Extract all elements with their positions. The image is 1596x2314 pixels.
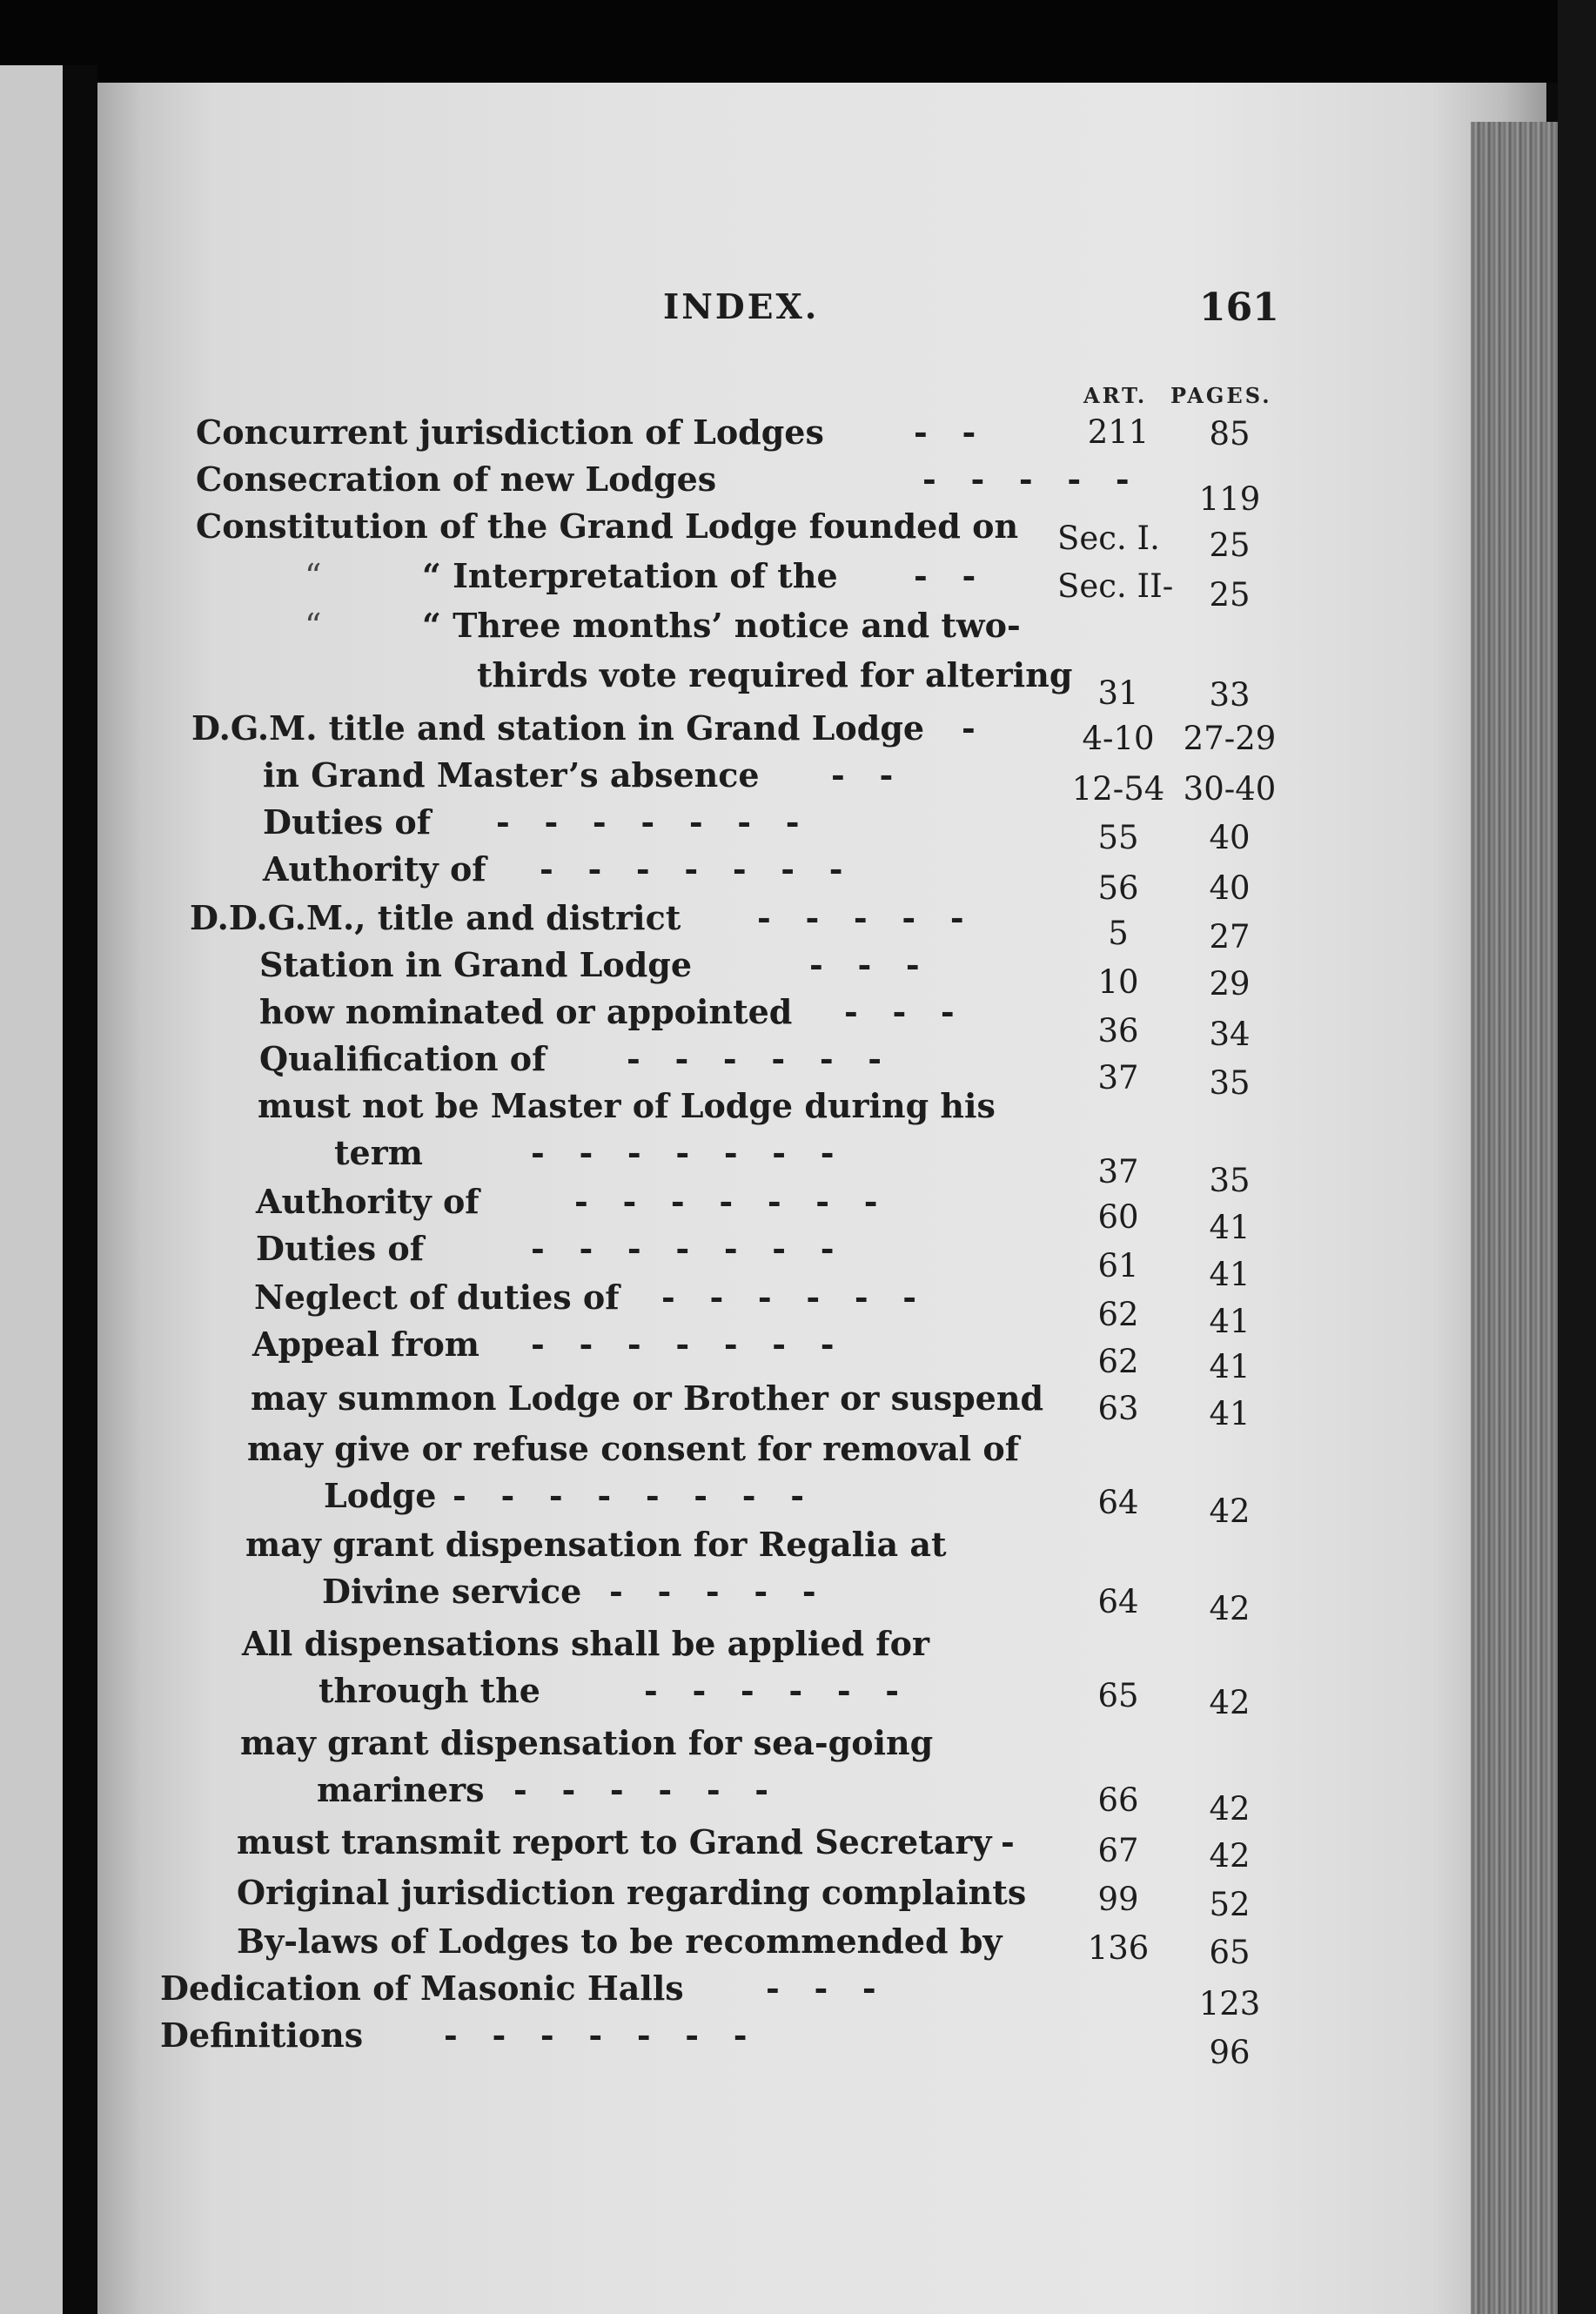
entry-text: By-laws of Lodges to be recommended by — [237, 1922, 1003, 1961]
article-number: Sec. I. — [1057, 520, 1160, 557]
scan-frame-top — [0, 0, 1596, 83]
facing-page-edge — [0, 65, 63, 2314]
leader-dashes: - - - - - - — [644, 1671, 900, 1710]
entry-text: in Grand Master’s absence — [263, 755, 760, 795]
page-reference: 41 — [1209, 1395, 1251, 1432]
entry-text: Authority of — [263, 849, 486, 889]
article-number: 10 — [1097, 963, 1139, 1001]
entry-text: must not be Master of Lodge during his — [258, 1086, 996, 1125]
article-number: 60 — [1097, 1198, 1139, 1236]
leader-dashes: - - — [831, 755, 894, 795]
leader-dashes: - - - - - — [922, 459, 1130, 499]
entry-text: Divine service — [322, 1572, 582, 1611]
page-reference: 85 — [1209, 415, 1251, 453]
article-number: 55 — [1097, 819, 1139, 856]
page-reference: 65 — [1209, 1934, 1251, 1971]
article-number: 67 — [1097, 1832, 1139, 1869]
entry-text: Consecration of new Lodges — [196, 459, 717, 499]
page-reference: 119 — [1198, 480, 1261, 518]
article-number: 61 — [1097, 1247, 1139, 1284]
leader-dashes: - - - - - - - — [531, 1133, 835, 1172]
leader-dashes: - - - — [766, 1969, 876, 2008]
article-number: 64 — [1097, 1484, 1139, 1521]
leader-dashes: - - - - - - — [513, 1770, 769, 1809]
page-reference: 33 — [1209, 676, 1251, 714]
entry-text: Duties of — [256, 1229, 425, 1268]
page-reference: 30-40 — [1183, 770, 1277, 808]
entry-text: Authority of — [256, 1182, 479, 1221]
leader-dashes: - - - - - - - — [540, 849, 843, 889]
article-number: 37 — [1097, 1059, 1139, 1097]
article-number: 62 — [1097, 1343, 1139, 1380]
entry-text: mariners — [317, 1770, 485, 1809]
entry-text: Dedication of Masonic Halls — [160, 1969, 684, 2008]
page-reference: 25 — [1209, 527, 1251, 564]
page-reference: 25 — [1209, 576, 1251, 614]
page-reference: 40 — [1209, 869, 1251, 907]
article-number: 99 — [1097, 1881, 1139, 1918]
page-reference: 42 — [1209, 1684, 1251, 1721]
leader-dashes: - - - - - - — [661, 1278, 917, 1317]
article-number: 136 — [1087, 1929, 1150, 1967]
leader-dashes: - - - — [844, 992, 955, 1031]
page-reference: 42 — [1209, 1837, 1251, 1875]
article-number: 65 — [1097, 1677, 1139, 1714]
entry-text: Lodge — [324, 1476, 437, 1515]
article-number: 5 — [1108, 915, 1129, 952]
page-reference: 27-29 — [1183, 720, 1277, 757]
page-reference: 42 — [1209, 1492, 1251, 1530]
entry-text: “ Interpretation of the — [422, 556, 838, 595]
leader-dashes: - - - - - - — [627, 1039, 882, 1078]
page-reference: 123 — [1198, 1985, 1261, 2022]
entry-text: Appeal from — [252, 1325, 480, 1364]
leader-dashes: - - — [914, 556, 976, 595]
entry-text: Duties of — [263, 802, 432, 842]
page-reference: 41 — [1209, 1303, 1251, 1340]
page-reference: 27 — [1209, 918, 1251, 956]
entry-text: may summon Lodge or Brother or suspend — [251, 1378, 1044, 1418]
page-reference: 41 — [1209, 1256, 1251, 1293]
column-heading-art: ART. — [1083, 383, 1148, 408]
entry-text: may give or refuse consent for removal of — [247, 1429, 1020, 1468]
entry-text: Concurrent jurisdiction of Lodges — [196, 412, 824, 452]
page-reference: 52 — [1209, 1886, 1251, 1923]
page-reference: 40 — [1209, 819, 1251, 856]
article-number: 37 — [1097, 1153, 1139, 1191]
article-number: 12-54 — [1071, 770, 1165, 808]
ditto-mark: “ — [305, 557, 322, 595]
entry-text: must transmit report to Grand Secretary — [237, 1822, 992, 1861]
leader-dashes: - — [962, 708, 976, 748]
page-reference: 29 — [1209, 965, 1251, 1003]
leader-dashes: - - - - - - - — [496, 802, 800, 842]
entry-text: Definitions — [160, 2016, 364, 2055]
entry-text: through the — [319, 1671, 540, 1710]
entry-text: may grant dispensation for Regalia at — [245, 1525, 947, 1564]
page-number: 161 — [1199, 285, 1279, 330]
leader-dashes: - - - - - - - — [444, 2016, 748, 2055]
entry-text: All dispensations shall be applied for — [242, 1624, 930, 1663]
article-number: 56 — [1097, 869, 1139, 907]
page-reference: 35 — [1209, 1064, 1251, 1102]
entry-text: Neglect of duties of — [254, 1278, 620, 1317]
leader-dashes: - - - - - — [609, 1572, 816, 1611]
article-number: 36 — [1097, 1012, 1139, 1050]
page-reference: 96 — [1209, 2034, 1251, 2071]
entry-text: term — [334, 1133, 423, 1172]
entry-text: Original jurisdiction regarding complaints — [237, 1873, 1027, 1912]
article-number: Sec. II- — [1057, 567, 1174, 605]
leader-dashes: - - — [914, 412, 976, 452]
entry-text: D.D.G.M., title and district — [190, 898, 681, 937]
article-number: 62 — [1097, 1296, 1139, 1333]
article-number: 66 — [1097, 1781, 1139, 1819]
book-gutter — [63, 65, 97, 2314]
article-number: 4-10 — [1082, 720, 1155, 757]
entry-text: Station in Grand Lodge — [259, 945, 693, 984]
ditto-mark: “ — [305, 607, 322, 645]
page-reference: 42 — [1209, 1590, 1251, 1627]
leader-dashes: - - - — [809, 945, 920, 984]
page-reference: 41 — [1209, 1209, 1251, 1246]
leader-dashes: - - - - - - - - — [453, 1476, 804, 1515]
page-reference: 34 — [1209, 1016, 1251, 1053]
column-heading-pages: PAGES. — [1170, 383, 1272, 408]
entry-text: D.G.M. title and station in Grand Lodge — [191, 708, 925, 748]
entry-text: may grant dispensation for sea-going — [240, 1723, 934, 1762]
article-number: 63 — [1097, 1390, 1139, 1427]
leader-dashes: - — [1001, 1822, 1015, 1861]
leader-dashes: - - - - - — [757, 898, 964, 937]
entry-text: “ Three months’ notice and two- — [422, 606, 1021, 645]
entry-text: Qualification of — [259, 1039, 547, 1078]
entry-text: how nominated or appointed — [259, 992, 793, 1031]
entry-text: Constitution of the Grand Lodge founded on — [196, 506, 1019, 546]
article-number: 31 — [1097, 674, 1139, 712]
article-number: 211 — [1087, 413, 1150, 451]
leader-dashes: - - - - - - - — [531, 1325, 835, 1364]
article-number: 64 — [1097, 1583, 1139, 1620]
page-reference: 41 — [1209, 1348, 1251, 1385]
leader-dashes: - - - - - - - — [531, 1229, 835, 1268]
page-edge-shadow — [1471, 122, 1566, 2314]
entry-text: thirds vote required for altering — [477, 655, 1073, 694]
leader-dashes: - - - - - - - — [574, 1182, 878, 1221]
running-head: INDEX. — [663, 287, 820, 327]
scan-frame-right — [1558, 0, 1596, 2314]
page-reference: 35 — [1209, 1162, 1251, 1199]
page-reference: 42 — [1209, 1790, 1251, 1828]
